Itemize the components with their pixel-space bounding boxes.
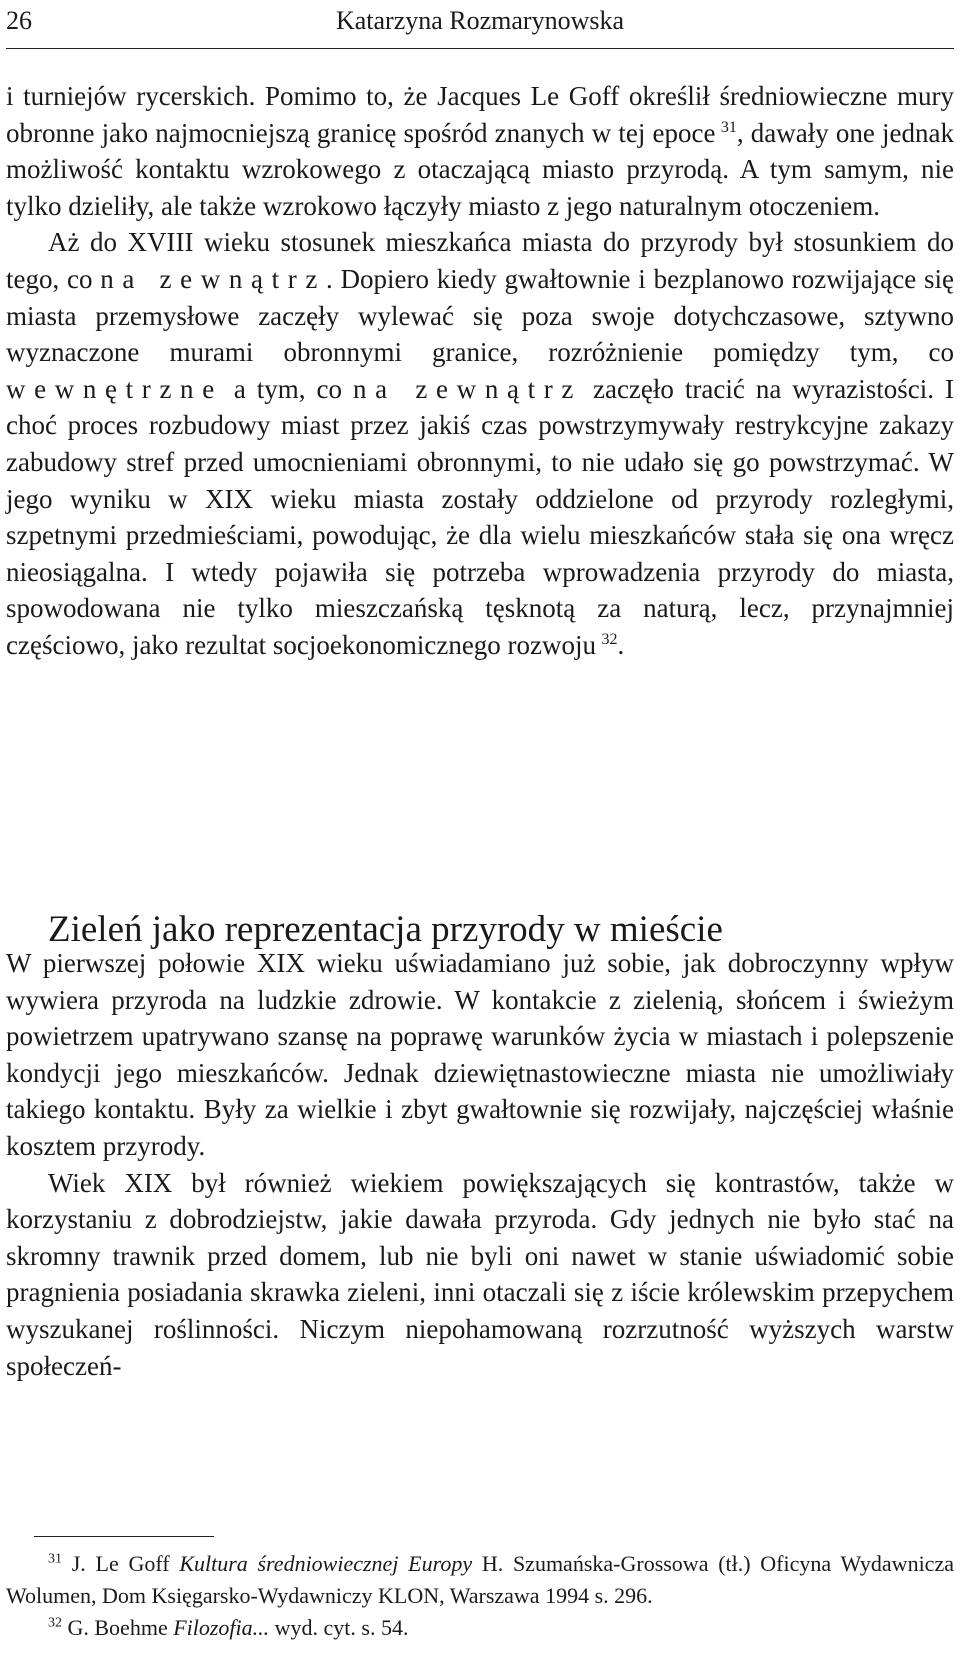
section-1-text [6,78,954,664]
running-head-author: Katarzyna Rozmarynowska [335,6,625,35]
footnote-ref-32[interactable]: 32 [601,630,618,648]
page-number: 26 [6,6,32,35]
page-header [6,4,954,49]
paragraph-4: Wiek XIX był również wiekiem powiększających się kontrastów, także w korzystaniu z dobrodziejstw, jakie dawała przyroda. Gdy jednych nie było stać na skromny trawnik przed domem, lub nie byli oni nawet w stanie uświadomić sobie pragnienia posiadania skrawka zieleni, inni otaczali się z iście królewskim przepychem wyszukanej roślinności. Niczym niepohamowaną rozrzutność wyższych warstw społeczeń- [6,1167,954,1381]
paragraph-1: i turniejów rycerskich. Pomimo to, że Jacques Le Goff określił średniowieczne mury obronne jako najmocniejszą granicę spośród znanych w tej epoce $^{31}$, dawały one jednak możliwość kontaktu wzrokowego z otaczającą miasto przyrodą. A tym samym, nie tylko dzieliły, ale także wzrokowo łączyły miasto z jego naturalnym otoczeniem. [6,81,955,221]
section-heading: Zieleń jako reprezentacja przyrody w mieście [48,909,723,950]
spaced-emphasis: wewnętrzne [6,373,223,404]
spaced-emphasis: na zewnątrz [353,373,582,404]
footnote-number: 32 [48,1615,62,1631]
footnote-title: Kultura średniowiecznej Europy [179,1551,473,1576]
footnote-title: Filozofia... [173,1615,270,1640]
footnote-31: $^{31}$ J. Le Goff Kultura średniowiecznej Europy H. Szumańska-Grossowa (tł.) Oficyna Wydawnicza Wolumen, Dom Księgarsko-Wydawniczy KLON, Warszawa 1994 s. 296. [6,1551,954,1608]
spaced-emphasis: na zewnątrz [100,263,327,294]
footnote-rule [34,1536,214,1537]
footnote-ref-31[interactable]: 31 [720,118,737,136]
footnote-number: 31 [48,1551,62,1567]
paragraph-2: Aż do XVIII wieku stosunek mieszkańca miasta do przyrody był stosunkiem do tego, co na zewnątrz. Dopiero kiedy gwałtownie i bezplanowo rozwijające się miasta przemysłowe zaczęły wylewać się poza swoje dotychczasowe, sztywno wyznaczone murami obronnymi granice, rozróżnienie pomiędzy tym, co wewnętrzne a tym, co na zewnątrz zaczęło tracić na wyrazistości. I choć proces rozbudowy miast przez jakiś czas powstrzymywały restrykcyjne zakazy zabudowy stref przed umocnieniami obronnymi, to nie udało się go powstrzymać. W jego wyniku w XIX wieku miasta zostały oddzielone od przyrody rozległymi, szpetnymi przedmieściami, powodując, że dla wielu mieszkańców stała się ona wręcz nieosiągalna. I wtedy pojawiła się potrzeba wprowadzenia przyrody do miasta, spowodowana nie tylko mieszczańską tęsknotą za naturą, lecz, przynajmniej częściowo, jako rezultat socjoekonomicznego rozwoju $^{32}$. [6,227,954,660]
footnotes [6,1548,954,1644]
paragraph-3: W pierwszej połowie XIX wieku uświadamiano już sobie, jak dobroczynny wpływ wywiera przyroda na ludzkie zdrowie. W kontakcie z zielenią, słońcem i świeżym powietrzem upatrywano szansę na poprawę warunków życia w miastach i polepszenie kondycji jego mieszkańców. Jednak dziewiętnastowieczne miasta nie umożliwiały takiego kontaktu. Były za wielkie i zbyt gwałtownie się rozwijały, najczęściej właśnie kosztem przyrody. [6,948,954,1161]
footnote-32: $^{32}$ G. Boehme Filozofia... wyd. cyt. s. 54. [48,1615,409,1640]
section-2-text [6,945,954,1384]
